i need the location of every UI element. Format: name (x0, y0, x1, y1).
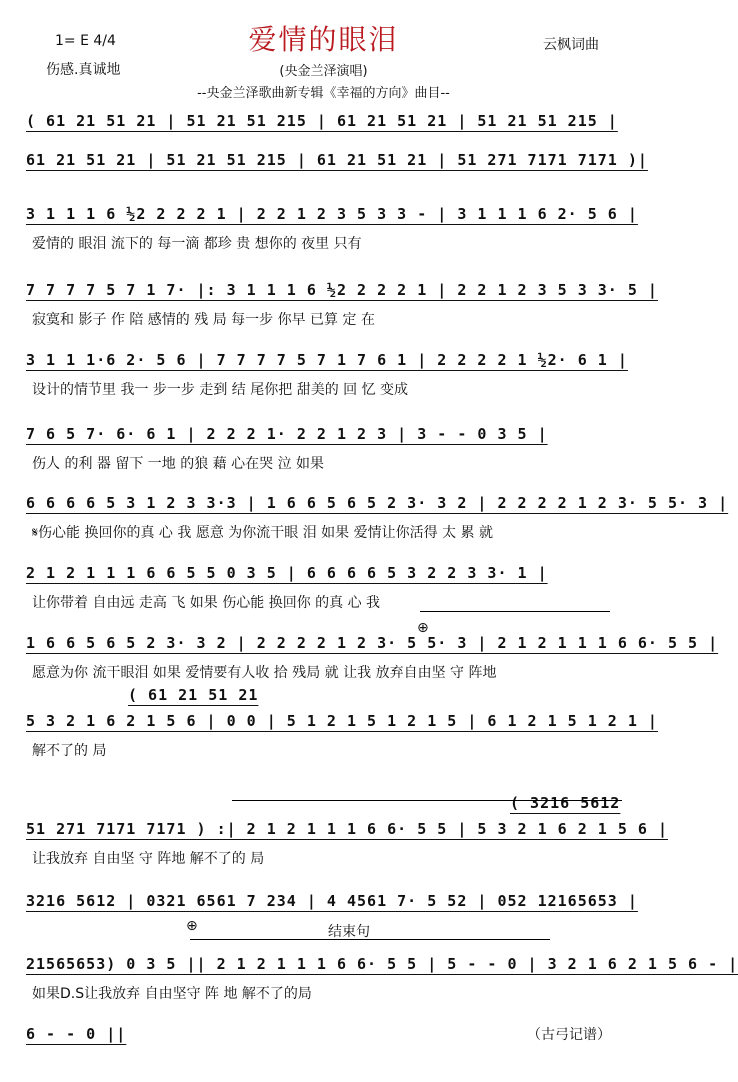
lyric-row: 解不了的 局 (32, 743, 107, 759)
volta-bracket (420, 611, 610, 612)
singer-note: (央金兰泽演唱) (279, 64, 368, 79)
album-note: --央金兰泽歌曲新专辑《幸福的方向》曲目-- (197, 86, 450, 101)
coda-icon: ⊕ (417, 620, 429, 636)
interlude-notes: ( 3216 5612 (510, 794, 621, 812)
lyricist-composer: 云枫词曲 (543, 37, 599, 53)
lyric-row: 让我放弃 自由坚 守 阵地 解不了的 局 (32, 851, 265, 867)
lyric-row: 设计的情节里 我一 步一步 走到 结 尾你把 甜美的 回 忆 变成 (32, 382, 409, 398)
notation-row: 6 - - 0 || (26, 1025, 127, 1043)
lyric-row: 让你带着 自由远 走高 飞 如果 伤心能 换回你 的真 心 我 (32, 595, 381, 611)
notation-row: 3216 5612 | 0321 6561 7 234 | 4 4561 7· 5 52 | 052 12165653 | (26, 892, 638, 910)
lyric-row: 伤人 的利 器 留下 一地 的狼 藉 心在哭 泣 如果 (32, 456, 325, 472)
notation-row: 6 6 6 6 5 3 1 2 3 3·3 | 1 6 6 5 6 5 2 3· 3 2 | 2 2 2 2 1 2 3· 5 5· 3 | (26, 494, 729, 512)
lyric-row: 愿意为你 流干眼泪 如果 爱情要有人收 拾 残局 就 让我 放弃自由坚 守 阵地 (32, 665, 497, 681)
volta-bracket (232, 800, 622, 801)
interlude-notes: ( 61 21 51 21 (128, 686, 259, 704)
lyric-row: 如果D.S让我放弃 自由坚守 阵 地 解不了的局 (32, 986, 312, 1002)
notation-row: 51 271 7171 7171 ) :| 2 1 2 1 1 1 6 6· 5 5 | 5 3 2 1 6 2 1 5 6 | (26, 820, 668, 838)
mood-marking: 伤感.真诚地 (46, 62, 121, 78)
notation-row: 7 6 5 7· 6· 6 1 | 2 2 2 1· 2 2 1 2 3 | 3 - - 0 3 5 | (26, 425, 548, 443)
notation-row: 3 1 1 1 6 ½2 2 2 2 1 | 2 2 1 2 3 5 3 3 - | 3 1 1 1 6 2· 5 6 | (26, 205, 638, 223)
song-title: 爱情的眼泪 (248, 23, 399, 56)
notation-row: ( 61 21 51 21 | 51 21 51 215 | 61 21 51 21 | 51 21 51 215 | (26, 112, 618, 130)
notation-row: 7 7 7 7 5 7 1 7· |: 3 1 1 1 6 ½2 2 2 2 1 | 2 2 1 2 3 5 3 3· 5 | (26, 281, 658, 299)
notation-row: 61 21 51 21 | 51 21 51 215 | 61 21 51 21 | 51 271 7171 7171 )| (26, 151, 648, 169)
notation-row: 21565653) 0 3 5 || 2 1 2 1 1 1 6 6· 5 5 | 5 - - 0 | 3 2 1 6 2 1 5 6 - | (26, 955, 738, 973)
notation-row: 3 1 1 1·6 2· 5 6 | 7 7 7 7 5 7 1 7 6 1 | 2 2 2 2 1 ½2· 6 1 | (26, 351, 628, 369)
ending-label: 结束句 (328, 924, 370, 940)
transcriber-credit: （古弓记谱） (527, 1027, 611, 1043)
lyric-row: 爱情的 眼泪 流下的 每一滴 都珍 贵 想你的 夜里 只有 (32, 236, 362, 252)
lyric-row: 𝄋伤心能 换回你的真 心 我 愿意 为你流干眼 泪 如果 爱情让你活得 太 累 就 (32, 525, 493, 541)
key-signature: 1= E 4/4 (55, 33, 116, 49)
notation-row: 1 6 6 5 6 5 2 3· 3 2 | 2 2 2 2 1 2 3· 5 5· 3 | 2 1 2 1 1 1 6 6· 5 5 | (26, 634, 719, 652)
lyric-row: 寂寞和 影子 作 陪 感情的 残 局 每一步 你早 已算 定 在 (32, 312, 375, 328)
ending-bracket (190, 939, 550, 940)
coda-icon: ⊕ (186, 918, 198, 934)
notation-row: 5 3 2 1 6 2 1 5 6 | 0 0 | 5 1 2 1 5 1 2 1 5 | 6 1 2 1 5 1 2 1 | (26, 712, 658, 730)
notation-row: 2 1 2 1 1 1 6 6 5 5 0 3 5 | 6 6 6 6 5 3 2 2 3 3· 1 | (26, 564, 548, 582)
